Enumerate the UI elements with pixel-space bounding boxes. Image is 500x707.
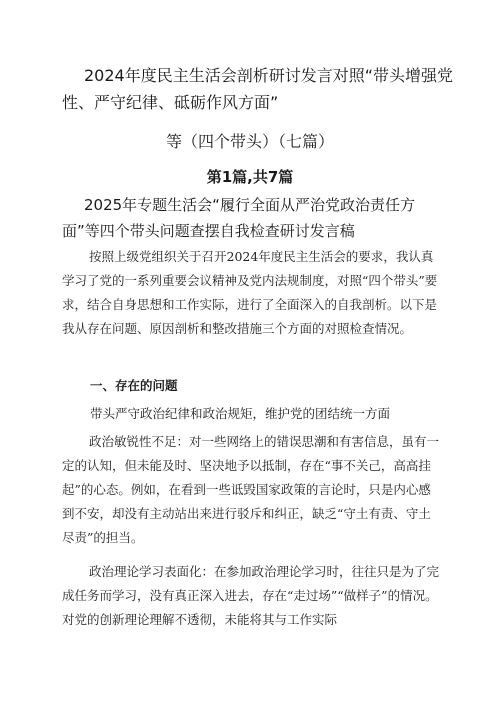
document-title: [0, 62, 500, 155]
section-lead: 带头严守政治纪律和政治规矩，维护党的团结统一方面: [90, 406, 391, 421]
section-heading: 一、存在的问题: [90, 378, 178, 393]
intro-paragraph: 按照上级党组织关于召开2024年度民主生活会的要求，我认真学习了党的一系列重要会议精神及党内法规制度，对照“四个带头”要求，结合自身思想和工作实际，进行了全面深入的自我剖析。以下是我从存在问题、原因剖析和整改措施三个方面的对照检查情况。: [62, 249, 438, 336]
title-line-3: 等（四个带头）（七篇）: [165, 132, 334, 151]
part-label: 第1篇,共7篇: [206, 168, 294, 186]
article-subtitle: 2025年专题生活会“履行全面从严治党政治责任方面”等四个带头问题查摆自我检查研讨发言稿: [62, 196, 415, 240]
title-line-1: 2024年度民主生活会剖析研讨发言对照“带头增强党: [84, 66, 454, 85]
paragraph-theory-study: 政治理论学习表面化：在参加政治理论学习时，往往只是为了完成任务而学习，没有真正深入进去，存在“走过场”“做样子”的情况。对党的创新理论理解不透彻，未能将其与工作实际: [62, 564, 440, 627]
paragraph-political-sensitivity: 政治敏锐性不足：对一些网络上的错误思潮和有害信息，虽有一定的认知，但未能及时、坚决地予以抵制，存在“事不关己，高高挂起”的心态。例如，在看到一些诋毁国家政策的言论时，只是内心感到不安，却没有主动站出来进行驳斥和纠正，缺乏“守土有责、守土尽责”的担当。: [62, 434, 440, 545]
title-line-2: 性、严守纪律、砥砺作风方面”: [62, 93, 279, 112]
